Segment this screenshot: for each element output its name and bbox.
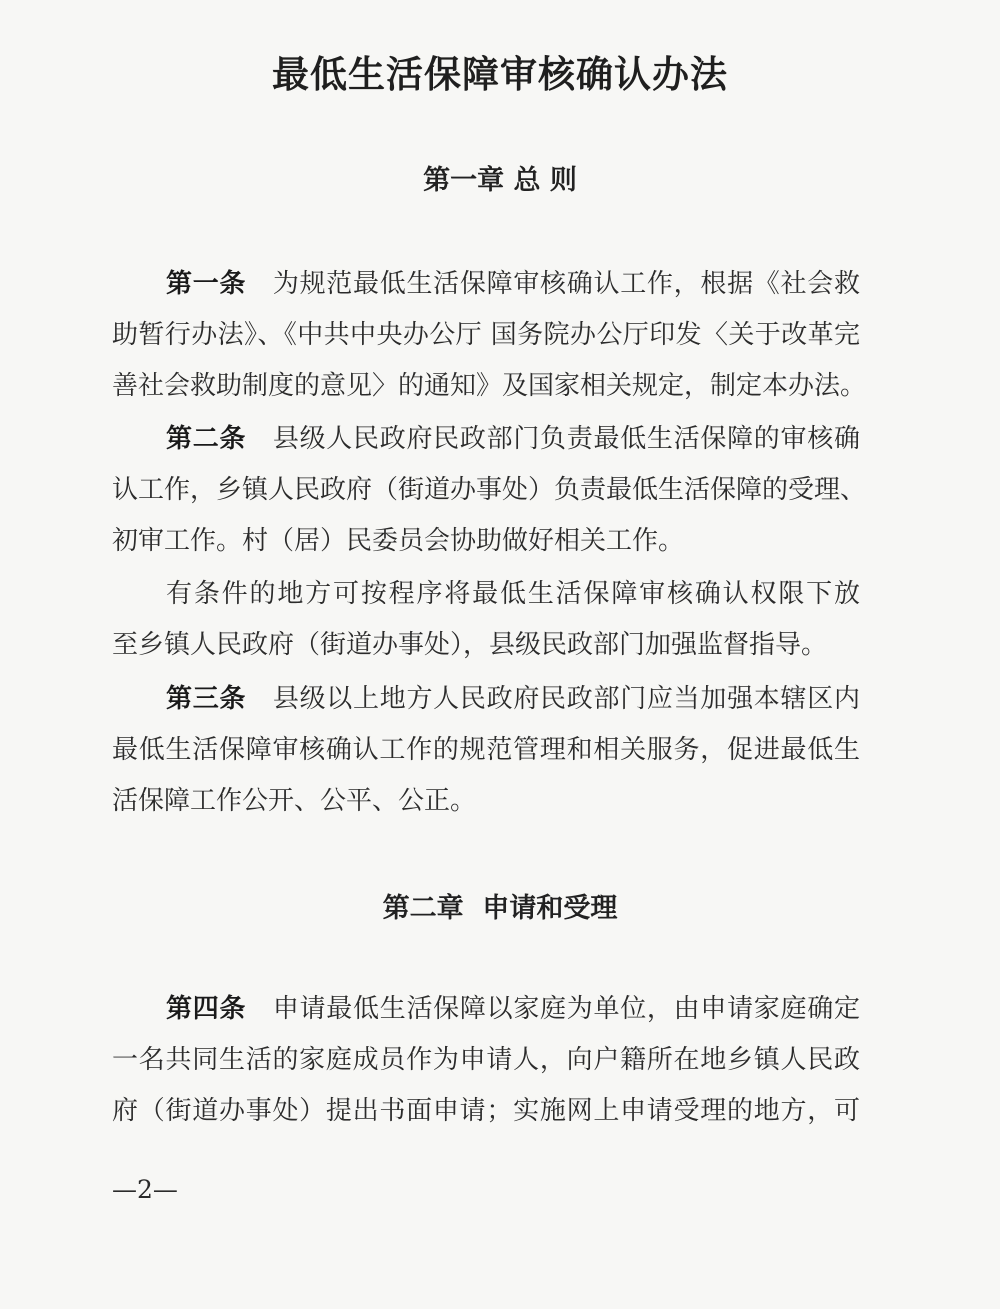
article-2-line-1 — [166, 421, 860, 457]
article-3-line-2: 最低生活保障审核确认工作的规范管理和相关服务，促进最低生 — [112, 735, 860, 765]
article-2-para-2-line-1: 有条件的地方可按程序将最低生活保障审核确认权限下放 — [166, 579, 860, 609]
article-1-line-1 — [166, 266, 860, 302]
article-3-text-1: 县级以上地方人民政府民政部门应当加强本辖区内 — [272, 684, 860, 714]
chapter-2-heading: 第二章 申请和受理 — [382, 893, 618, 924]
article-1-line-2: 助暂行办法》、《中共中央办公厅 国务院办公厅印发〈关于改革完 — [112, 320, 860, 350]
article-3-line-1 — [166, 681, 860, 717]
article-2-para-2-line-2: 至乡镇人民政府（街道办事处），县级民政部门加强监督指导。 — [112, 630, 828, 660]
article-2-line-3: 初审工作。村（居）民委员会协助做好相关工作。 — [112, 526, 685, 556]
article-3-line-3: 活保障工作公开、公平、公正。 — [112, 786, 477, 816]
article-4-line-3: 府（街道办事处）提出书面申请；实施网上申请受理的地方，可 — [112, 1096, 860, 1126]
article-3-label: 第三条 — [166, 684, 247, 714]
chapter-1-heading: 第一章 总 则 — [423, 165, 577, 196]
article-2-label: 第二条 — [166, 424, 247, 454]
article-1-line-3: 善社会救助制度的意见〉的通知》及国家相关规定，制定本办法。 — [112, 371, 867, 401]
article-4-line-1 — [166, 991, 860, 1027]
article-2-text-1: 县级人民政府民政部门负责最低生活保障的审核确 — [272, 424, 860, 454]
article-4-line-2: 一名共同生活的家庭成员作为申请人，向户籍所在地乡镇人民政 — [112, 1045, 860, 1075]
page-number: —2— — [112, 1175, 178, 1204]
article-1-label: 第一条 — [166, 269, 247, 299]
article-1-text-1: 为规范最低生活保障审核确认工作，根据《社会救 — [272, 269, 860, 299]
document-title: 最低生活保障审核确认办法 — [272, 53, 728, 96]
article-4-text-1: 申请最低生活保障以家庭为单位，由申请家庭确定 — [272, 994, 860, 1024]
article-2-line-2: 认工作，乡镇人民政府（街道办事处）负责最低生活保障的受理、 — [112, 475, 867, 505]
article-4-label: 第四条 — [166, 994, 247, 1024]
